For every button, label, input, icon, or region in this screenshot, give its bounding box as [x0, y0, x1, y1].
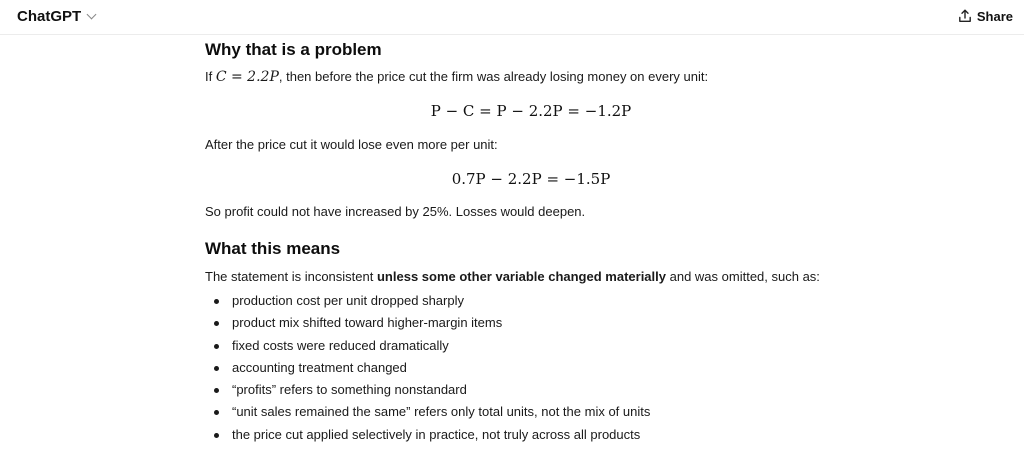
conclusion-paragraph: So profit could not have increased by 25%. Losses would deepen. — [205, 204, 586, 219]
share-label: Share — [976, 8, 1013, 24]
model-switcher[interactable] — [17, 5, 95, 27]
section-heading-problem: Why that is a problem — [205, 40, 382, 59]
chevron-down-icon — [87, 9, 97, 19]
statement-bold: unless some other variable changed materially — [376, 269, 666, 284]
intro-math-text: C = 2.2P — [215, 69, 279, 85]
list-item: “profits” refers to something nonstandard — [205, 379, 845, 401]
intro-prefix: If — [205, 69, 216, 84]
top-bar — [0, 0, 1024, 35]
statement-prefix: The statement is inconsistent — [205, 269, 377, 284]
after-paragraph: After the price cut it would lose even more per unit: — [205, 137, 498, 152]
app-title: ChatGPT — [17, 7, 82, 25]
equation-2: 0.7P − 2.2P = −1.5P — [451, 170, 611, 188]
message-content — [205, 38, 845, 446]
intro-suffix: , then before the price cut the firm was already losing money on every unit: — [278, 69, 709, 84]
equation-1: P − C = P − 2.2P = −1.2P — [430, 102, 632, 120]
share-button[interactable] — [958, 5, 1013, 27]
list-item: production cost per unit dropped sharply — [205, 290, 845, 312]
section-heading-meaning: What this means — [205, 239, 341, 258]
list-item: fixed costs were reduced dramatically — [205, 335, 845, 357]
list-item: “unit sales remained the same” refers only total units, not the mix of units — [205, 401, 845, 423]
bullet-list — [205, 290, 845, 446]
list-item: accounting treatment changed — [205, 357, 845, 379]
share-icon — [958, 9, 972, 23]
list-item: the price cut applied selectively in practice, not truly across all products — [205, 424, 845, 446]
list-item: product mix shifted toward higher-margin items — [205, 312, 845, 334]
statement-suffix: and was omitted, such as: — [666, 269, 820, 284]
intro-paragraph — [205, 67, 845, 87]
intro-math — [216, 69, 279, 85]
statement-paragraph — [205, 267, 845, 287]
